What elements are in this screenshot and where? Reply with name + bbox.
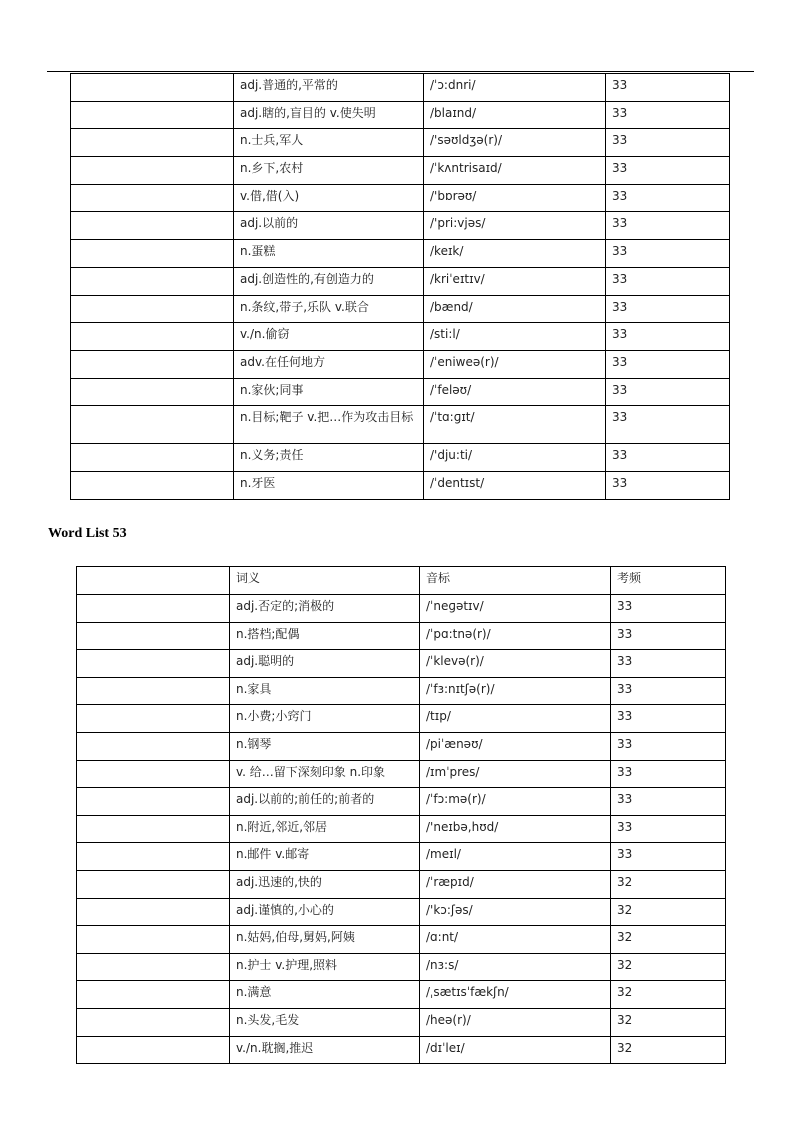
table-row bbox=[71, 350, 730, 378]
meaning-cell: adj.谨慎的,小心的 bbox=[230, 898, 420, 926]
word-table-53 bbox=[76, 566, 726, 1064]
frequency-cell: 32 bbox=[611, 926, 726, 954]
blank-cell bbox=[77, 1008, 230, 1036]
blank-cell bbox=[77, 760, 230, 788]
meaning-cell: v./n.偷窃 bbox=[234, 323, 424, 351]
phonetic-cell: /heə(r)/ bbox=[420, 1008, 611, 1036]
table-row bbox=[71, 471, 730, 499]
meaning-cell: n.牙医 bbox=[234, 471, 424, 499]
table-row bbox=[71, 129, 730, 157]
table-row bbox=[77, 650, 726, 678]
phonetic-cell: /ˌsætɪsˈfækʃn/ bbox=[420, 981, 611, 1009]
meaning-cell: n.家具 bbox=[230, 677, 420, 705]
table-row bbox=[71, 74, 730, 102]
phonetic-cell: /piˈænəʊ/ bbox=[420, 732, 611, 760]
blank-cell bbox=[71, 350, 234, 378]
meaning-cell: adj.瞎的,盲目的 v.使失明 bbox=[234, 101, 424, 129]
blank-cell bbox=[77, 622, 230, 650]
meaning-cell: n.护士 v.护理,照料 bbox=[230, 953, 420, 981]
frequency-cell: 33 bbox=[606, 101, 730, 129]
phonetic-cell: /'bɒrəʊ/ bbox=[424, 184, 606, 212]
frequency-cell: 33 bbox=[606, 444, 730, 472]
frequency-cell: 33 bbox=[611, 595, 726, 623]
phonetic-cell: /ˈɔ:dnri/ bbox=[424, 74, 606, 102]
meaning-cell: n.邮件 v.邮寄 bbox=[230, 843, 420, 871]
blank-cell bbox=[71, 212, 234, 240]
header-meaning: 词义 bbox=[230, 567, 420, 595]
table-row bbox=[71, 295, 730, 323]
meaning-cell: adj.聪明的 bbox=[230, 650, 420, 678]
table-row bbox=[77, 953, 726, 981]
phonetic-cell: /ɪmˈpres/ bbox=[420, 760, 611, 788]
blank-cell bbox=[77, 870, 230, 898]
meaning-cell: n.条纹,带子,乐队 v.联合 bbox=[234, 295, 424, 323]
table-row bbox=[71, 267, 730, 295]
table-row bbox=[77, 677, 726, 705]
phonetic-cell: /'səʊldʒə(r)/ bbox=[424, 129, 606, 157]
blank-cell bbox=[71, 471, 234, 499]
meaning-cell: n.义务;责任 bbox=[234, 444, 424, 472]
table-row bbox=[77, 981, 726, 1009]
blank-cell bbox=[71, 184, 234, 212]
meaning-cell: n.士兵,军人 bbox=[234, 129, 424, 157]
meaning-cell: v. 给…留下深刻印象 n.印象 bbox=[230, 760, 420, 788]
frequency-cell: 33 bbox=[606, 323, 730, 351]
meaning-cell: v./n.耽搁,推迟 bbox=[230, 1036, 420, 1064]
meaning-cell: n.家伙;同事 bbox=[234, 378, 424, 406]
table-row bbox=[71, 323, 730, 351]
frequency-cell: 32 bbox=[611, 953, 726, 981]
blank-cell bbox=[77, 926, 230, 954]
table-row bbox=[77, 760, 726, 788]
blank-cell bbox=[71, 74, 234, 102]
blank-cell bbox=[71, 295, 234, 323]
blank-cell bbox=[77, 981, 230, 1009]
blank-cell bbox=[71, 129, 234, 157]
frequency-cell: 33 bbox=[606, 74, 730, 102]
table-row bbox=[77, 843, 726, 871]
meaning-cell: adj.以前的 bbox=[234, 212, 424, 240]
frequency-cell: 33 bbox=[611, 705, 726, 733]
table-header-row bbox=[77, 567, 726, 595]
table-row bbox=[77, 622, 726, 650]
table-row bbox=[71, 444, 730, 472]
table-row bbox=[71, 212, 730, 240]
frequency-cell: 32 bbox=[611, 1008, 726, 1036]
frequency-cell: 33 bbox=[611, 677, 726, 705]
frequency-cell: 32 bbox=[611, 981, 726, 1009]
blank-cell bbox=[71, 157, 234, 185]
phonetic-cell: /ˈfɜ:nɪtʃə(r)/ bbox=[420, 677, 611, 705]
frequency-cell: 33 bbox=[606, 129, 730, 157]
frequency-cell: 33 bbox=[606, 184, 730, 212]
meaning-cell: adj.创造性的,有创造力的 bbox=[234, 267, 424, 295]
phonetic-cell: /ˈneɡətɪv/ bbox=[420, 595, 611, 623]
meaning-cell: n.满意 bbox=[230, 981, 420, 1009]
phonetic-cell: /ˈkʌntrisaɪd/ bbox=[424, 157, 606, 185]
frequency-cell: 33 bbox=[611, 843, 726, 871]
frequency-cell: 33 bbox=[611, 650, 726, 678]
blank-cell bbox=[77, 1036, 230, 1064]
blank-cell bbox=[71, 101, 234, 129]
phonetic-cell: /'dju:ti/ bbox=[424, 444, 606, 472]
meaning-cell: n.钢琴 bbox=[230, 732, 420, 760]
meaning-cell: n.小费;小窍门 bbox=[230, 705, 420, 733]
frequency-cell: 32 bbox=[611, 898, 726, 926]
phonetic-cell: /ˈklevə(r)/ bbox=[420, 650, 611, 678]
meaning-cell: n.附近,邻近,邻居 bbox=[230, 815, 420, 843]
phonetic-cell: /ˈeniweə(r)/ bbox=[424, 350, 606, 378]
blank-cell bbox=[77, 953, 230, 981]
meaning-cell: adj.以前的;前任的;前者的 bbox=[230, 788, 420, 816]
table-row bbox=[71, 378, 730, 406]
table-row bbox=[77, 1036, 726, 1064]
phonetic-cell: /sti:l/ bbox=[424, 323, 606, 351]
phonetic-cell: /kriˈeɪtɪv/ bbox=[424, 267, 606, 295]
phonetic-cell: /ɑ:nt/ bbox=[420, 926, 611, 954]
table-row bbox=[77, 926, 726, 954]
phonetic-cell: /ˈpɑ:tnə(r)/ bbox=[420, 622, 611, 650]
frequency-cell: 33 bbox=[606, 157, 730, 185]
blank-cell bbox=[77, 788, 230, 816]
table-row bbox=[71, 184, 730, 212]
frequency-cell: 33 bbox=[606, 406, 730, 444]
meaning-cell: v.借,借(入) bbox=[234, 184, 424, 212]
phonetic-cell: /'pri:vjəs/ bbox=[424, 212, 606, 240]
phonetic-cell: /nɜ:s/ bbox=[420, 953, 611, 981]
frequency-cell: 33 bbox=[611, 622, 726, 650]
frequency-cell: 33 bbox=[606, 378, 730, 406]
table-row bbox=[77, 1008, 726, 1036]
meaning-cell: adj.否定的;消极的 bbox=[230, 595, 420, 623]
table-row bbox=[71, 157, 730, 185]
blank-cell bbox=[71, 444, 234, 472]
phonetic-cell: /meɪl/ bbox=[420, 843, 611, 871]
meaning-cell: n.搭档;配偶 bbox=[230, 622, 420, 650]
phonetic-cell: /'kɔ:ʃəs/ bbox=[420, 898, 611, 926]
table-row bbox=[71, 240, 730, 268]
phonetic-cell: /ˈræpɪd/ bbox=[420, 870, 611, 898]
phonetic-cell: /dɪˈleɪ/ bbox=[420, 1036, 611, 1064]
blank-cell bbox=[71, 406, 234, 444]
blank-cell bbox=[77, 815, 230, 843]
table-row bbox=[77, 732, 726, 760]
table-row bbox=[71, 101, 730, 129]
blank-cell bbox=[77, 843, 230, 871]
frequency-cell: 33 bbox=[606, 295, 730, 323]
phonetic-cell: /keɪk/ bbox=[424, 240, 606, 268]
meaning-cell: n.姑妈,伯母,舅妈,阿姨 bbox=[230, 926, 420, 954]
phonetic-cell: /ˈdentɪst/ bbox=[424, 471, 606, 499]
word-list-heading: Word List 53 bbox=[48, 526, 127, 541]
table-row bbox=[77, 898, 726, 926]
blank-cell bbox=[71, 323, 234, 351]
blank-cell bbox=[77, 898, 230, 926]
table-row bbox=[77, 870, 726, 898]
frequency-cell: 33 bbox=[606, 267, 730, 295]
phonetic-cell: /ˈtɑ:ɡɪt/ bbox=[424, 406, 606, 444]
frequency-cell: 33 bbox=[606, 212, 730, 240]
phonetic-cell: /bænd/ bbox=[424, 295, 606, 323]
frequency-cell: 33 bbox=[611, 815, 726, 843]
phonetic-cell: /ˈfɔ:mə(r)/ bbox=[420, 788, 611, 816]
meaning-cell: n.乡下,农村 bbox=[234, 157, 424, 185]
header-blank bbox=[77, 567, 230, 595]
frequency-cell: 33 bbox=[611, 760, 726, 788]
meaning-cell: adj.迅速的,快的 bbox=[230, 870, 420, 898]
phonetic-cell: /ˈfeləʊ/ bbox=[424, 378, 606, 406]
phonetic-cell: /tɪp/ bbox=[420, 705, 611, 733]
frequency-cell: 33 bbox=[611, 732, 726, 760]
blank-cell bbox=[71, 240, 234, 268]
blank-cell bbox=[71, 378, 234, 406]
table-row bbox=[71, 406, 730, 444]
frequency-cell: 33 bbox=[611, 788, 726, 816]
table-row bbox=[77, 815, 726, 843]
table-row bbox=[77, 788, 726, 816]
blank-cell bbox=[77, 677, 230, 705]
table-row bbox=[77, 705, 726, 733]
blank-cell bbox=[77, 595, 230, 623]
meaning-cell: adj.普通的,平常的 bbox=[234, 74, 424, 102]
meaning-cell: n.头发,毛发 bbox=[230, 1008, 420, 1036]
blank-cell bbox=[77, 650, 230, 678]
phonetic-cell: /'neɪbə,hʊd/ bbox=[420, 815, 611, 843]
frequency-cell: 32 bbox=[611, 870, 726, 898]
blank-cell bbox=[77, 705, 230, 733]
blank-cell bbox=[77, 732, 230, 760]
phonetic-cell: /blaɪnd/ bbox=[424, 101, 606, 129]
frequency-cell: 32 bbox=[611, 1036, 726, 1064]
frequency-cell: 33 bbox=[606, 240, 730, 268]
meaning-cell: n.蛋糕 bbox=[234, 240, 424, 268]
top-rule bbox=[47, 71, 754, 72]
frequency-cell: 33 bbox=[606, 471, 730, 499]
word-table-52 bbox=[70, 73, 730, 500]
header-phonetic: 音标 bbox=[420, 567, 611, 595]
frequency-cell: 33 bbox=[606, 350, 730, 378]
header-frequency: 考频 bbox=[611, 567, 726, 595]
table-row bbox=[77, 595, 726, 623]
blank-cell bbox=[71, 267, 234, 295]
meaning-cell: n.目标;靶子 v.把…作为攻击目标 bbox=[234, 406, 424, 444]
meaning-cell: adv.在任何地方 bbox=[234, 350, 424, 378]
